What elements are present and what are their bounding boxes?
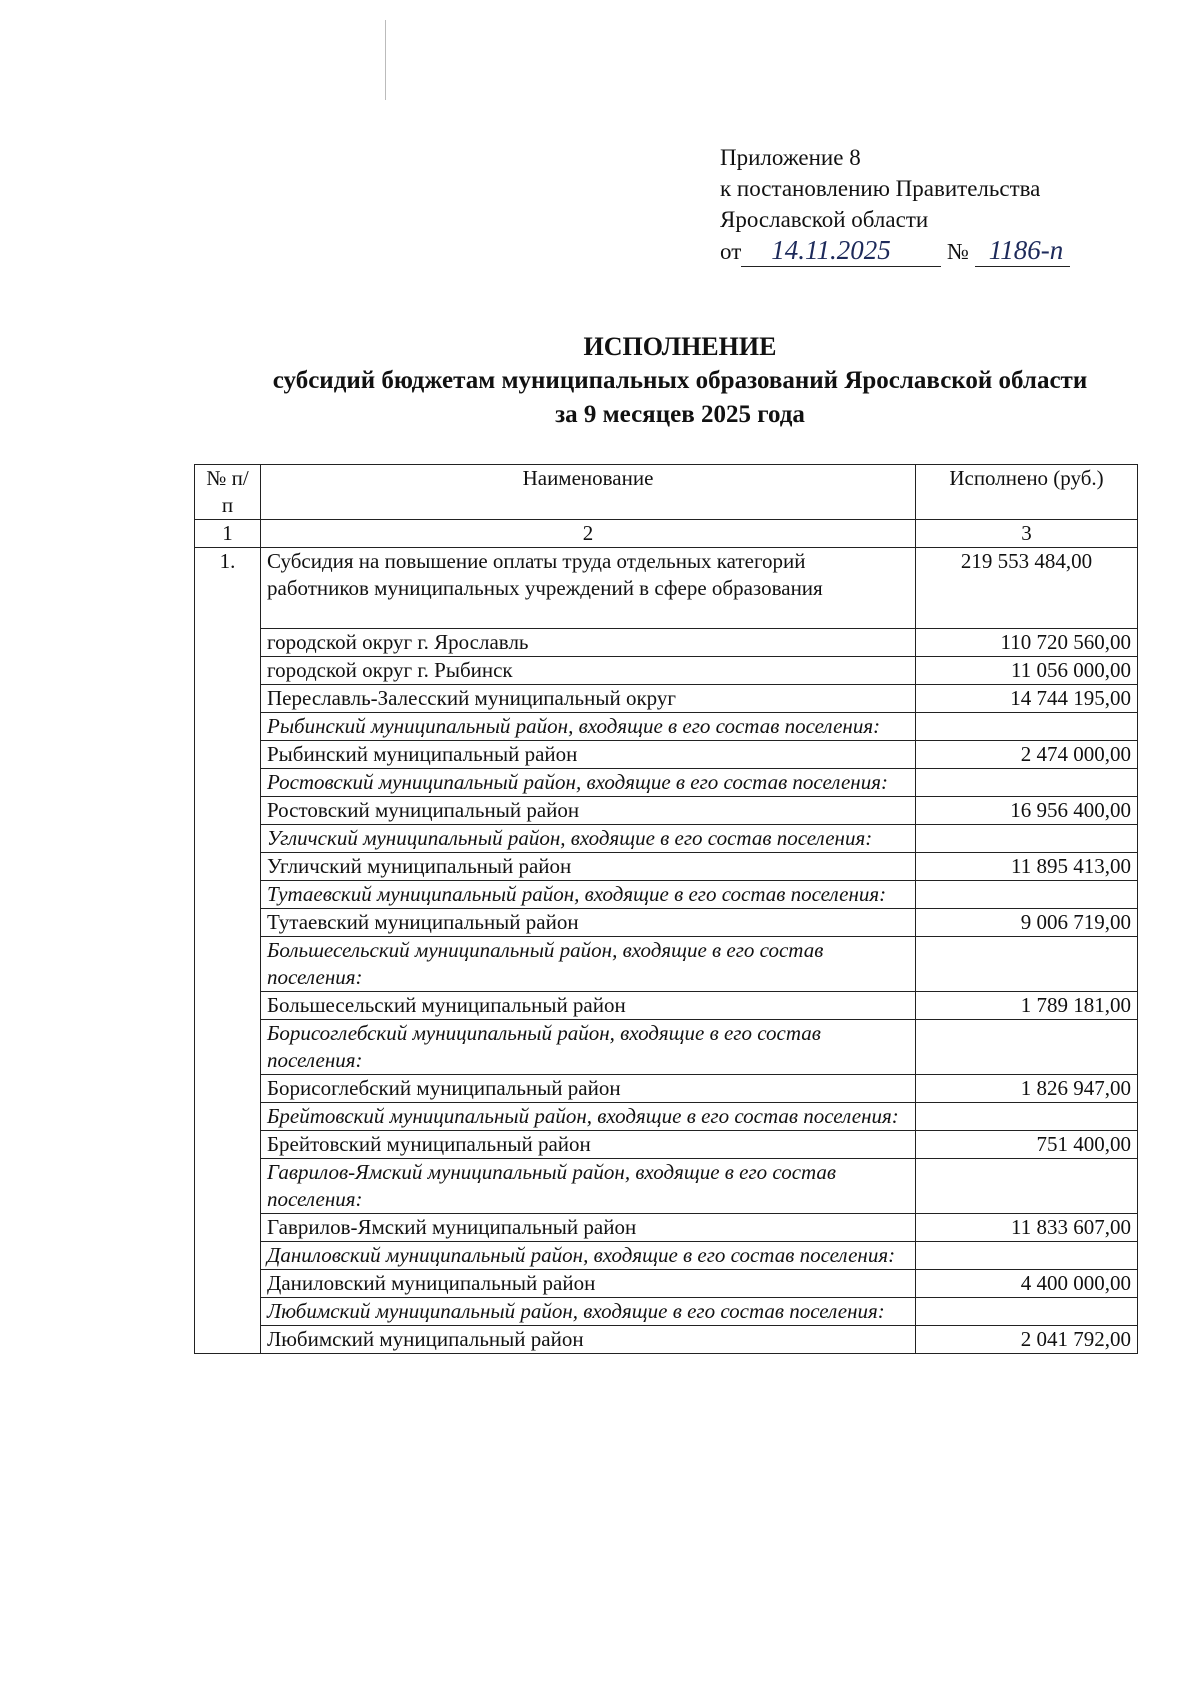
group-label: Рыбинский муниципальный район, входящие в его состав поселения: [261,713,916,741]
municipality-name: Брейтовский муниципальный район [261,1131,916,1159]
amount-cell [916,1242,1138,1270]
section-amount: 219 553 484,00 [916,548,1138,629]
header-amount: Исполнено (руб.) [916,465,1138,520]
group-label: Тутаевский муниципальный район, входящие в его состав поселения: [261,881,916,909]
amount-cell: 2 041 792,00 [916,1326,1138,1354]
table-body [195,548,1138,1354]
group-label: Большесельский муниципальный район, входящие в его состав поселения: [261,937,916,992]
table-row [195,657,1138,685]
amount-cell [916,769,1138,797]
annex-line-2: к постановлению Правительства [720,176,1041,201]
amount-cell [916,937,1138,992]
amount-cell: 11 833 607,00 [916,1214,1138,1242]
municipality-name: Тутаевский муниципальный район [261,909,916,937]
amount-cell: 11 895 413,00 [916,853,1138,881]
municipality-name: городской округ г. Ярославль [261,629,916,657]
annex-line-3: Ярославской области [720,207,929,232]
amount-cell: 16 956 400,00 [916,797,1138,825]
table-row [195,713,1138,741]
municipality-name: Любимский муниципальный район [261,1326,916,1354]
header-name: Наименование [261,465,916,520]
table-row [195,1270,1138,1298]
section-row [195,548,1138,629]
municipality-name: Даниловский муниципальный район [261,1270,916,1298]
annex-block [720,142,1160,267]
amount-cell: 9 006 719,00 [916,909,1138,937]
table-row [195,881,1138,909]
table-row [195,1020,1138,1075]
header-num: № п/п [195,465,261,520]
table-row [195,1214,1138,1242]
group-label: Гаврилов-Ямский муниципальный район, входящие в его состав поселения: [261,1159,916,1214]
amount-cell: 14 744 195,00 [916,685,1138,713]
from-label: от [720,239,742,264]
section-name: Субсидия на повышение оплаты труда отдельных категорий работников муниципальных учреждений в сфере образования [261,548,916,629]
group-label: Борисоглебский муниципальный район, входящие в его состав поселения: [261,1020,916,1075]
municipality-name: Гаврилов-Ямский муниципальный район [261,1214,916,1242]
scan-artifact-line [385,20,386,100]
table-row [195,629,1138,657]
municipality-name: Рыбинский муниципальный район [261,741,916,769]
handwritten-date: 14.11.2025 [741,235,941,267]
handwritten-number: 1186-п [975,235,1070,267]
table-row [195,1131,1138,1159]
table-row [195,1298,1138,1326]
municipality-name: городской округ г. Рыбинск [261,657,916,685]
table-row [195,741,1138,769]
amount-cell [916,1159,1138,1214]
table-row [195,1326,1138,1354]
amount-cell: 110 720 560,00 [916,629,1138,657]
amount-cell: 751 400,00 [916,1131,1138,1159]
municipality-name: Борисоглебский муниципальный район [261,1075,916,1103]
title-line-3: за 9 месяцев 2025 года [555,401,805,428]
table-row [195,825,1138,853]
table-row [195,1075,1138,1103]
group-label: Угличский муниципальный район, входящие в его состав поселения: [261,825,916,853]
table-row [195,909,1138,937]
municipality-name: Угличский муниципальный район [261,853,916,881]
amount-cell: 1 826 947,00 [916,1075,1138,1103]
municipality-name: Ростовский муниципальный район [261,797,916,825]
municipality-name: Переславль-Залесский муниципальный округ [261,685,916,713]
column-number-row [195,520,1138,548]
amount-cell [916,881,1138,909]
annex-line-1: Приложение 8 [720,145,861,170]
table-row [195,797,1138,825]
table-row [195,1159,1138,1214]
table-row [195,685,1138,713]
table-row [195,853,1138,881]
table-row [195,937,1138,992]
annex-date-line [720,235,1160,267]
table-row [195,1242,1138,1270]
section-number: 1. [195,548,261,1354]
subsidy-table [194,464,1138,1354]
amount-cell [916,713,1138,741]
amount-cell [916,1103,1138,1131]
column-number: 3 [916,520,1138,548]
amount-cell: 2 474 000,00 [916,741,1138,769]
amount-cell: 4 400 000,00 [916,1270,1138,1298]
group-label: Ростовский муниципальный район, входящие в его состав поселения: [261,769,916,797]
column-number: 1 [195,520,261,548]
amount-cell: 11 056 000,00 [916,657,1138,685]
number-label: № [947,239,969,264]
title-line-2: субсидий бюджетам муниципальных образований Ярославской области [272,367,1088,394]
group-label: Брейтовский муниципальный район, входящие в его состав поселения: [261,1103,916,1131]
amount-cell [916,825,1138,853]
document-title [150,330,1200,432]
table-row [195,992,1138,1020]
title-line-1: ИСПОЛНЕНИЕ [583,332,777,361]
group-label: Даниловский муниципальный район, входящие в его состав поселения: [261,1242,916,1270]
column-number: 2 [261,520,916,548]
group-label: Любимский муниципальный район, входящие в его состав поселения: [261,1298,916,1326]
amount-cell: 1 789 181,00 [916,992,1138,1020]
amount-cell [916,1020,1138,1075]
table-header-row [195,465,1138,520]
table-row [195,1103,1138,1131]
table-row [195,769,1138,797]
amount-cell [916,1298,1138,1326]
municipality-name: Большесельский муниципальный район [261,992,916,1020]
